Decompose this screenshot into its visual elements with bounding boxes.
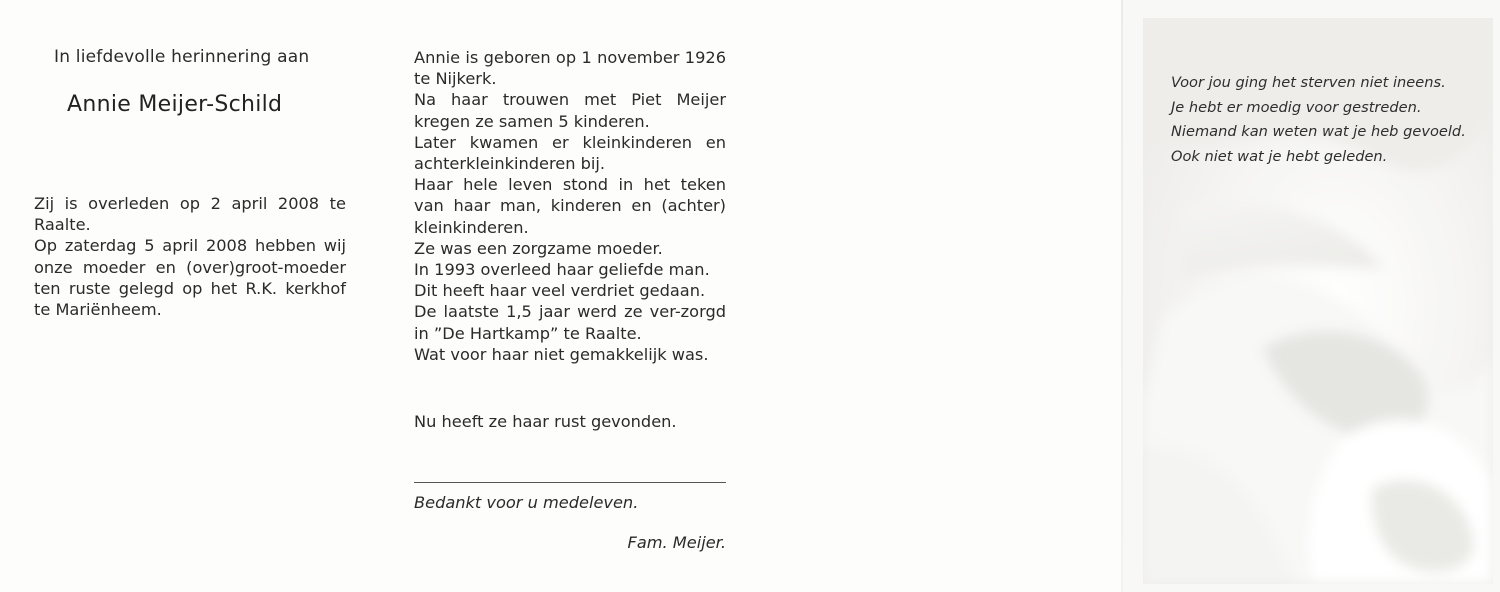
closing-line: Nu heeft ze haar rust gevonden.: [414, 412, 677, 431]
life-paragraph: Dit heeft haar veel verdriet gedaan.: [414, 281, 706, 301]
thanks-line: Bedankt voor u medeleven.: [414, 493, 639, 512]
life-paragraph: Ze was een zorgzame moeder.: [414, 238, 663, 258]
life-story: [414, 47, 726, 365]
burial-paragraph: Op zaterdag 5 april 2008 hebben wij onze moeder en (over)groot-moeder ten ruste gelegd op het R.K. kerkhof te Mariënheem.: [34, 236, 346, 320]
poem-line: Niemand kan weten wat je heb gevoeld.: [1171, 123, 1466, 140]
life-paragraph: Later kwamen er kleinkinderen en achterkleinkinderen bij.: [414, 132, 726, 174]
poem-line: Je hebt er moedig voor gestreden.: [1171, 98, 1422, 116]
life-paragraph: Na haar trouwen met Piet Meijer kregen ze samen 5 kinderen.: [414, 90, 726, 131]
life-paragraph: De laatste 1,5 jaar werd ze ver-zorgd in ”De Hartkamp” te Raalte.: [414, 302, 726, 343]
life-paragraph: Haar hele leven stond in het teken van haar man, kinderen en (achter) kleinkinderen.: [414, 175, 726, 237]
life-paragraph: In 1993 overleed haar geliefde man.: [414, 260, 710, 280]
family-signature: Fam. Meijer.: [627, 533, 726, 552]
death-paragraph: Zij is overleden op 2 april 2008 te Raalte.: [34, 194, 346, 235]
life-paragraph: Annie is geboren op 1 november 1926 te Nijkerk.: [414, 48, 726, 89]
death-notice: [34, 193, 346, 320]
poem-line: Voor jou ging het sterven niet ineens.: [1171, 74, 1446, 91]
poem: [1171, 72, 1471, 170]
poem-line: Ook niet wat je hebt geleden.: [1171, 147, 1388, 165]
divider: [414, 482, 726, 483]
memory-heading: In liefdevolle herinnering aan: [54, 47, 310, 67]
life-paragraph: Wat voor haar niet gemakkelijk was.: [414, 344, 709, 364]
deceased-name: Annie Meijer-Schild: [67, 92, 283, 117]
